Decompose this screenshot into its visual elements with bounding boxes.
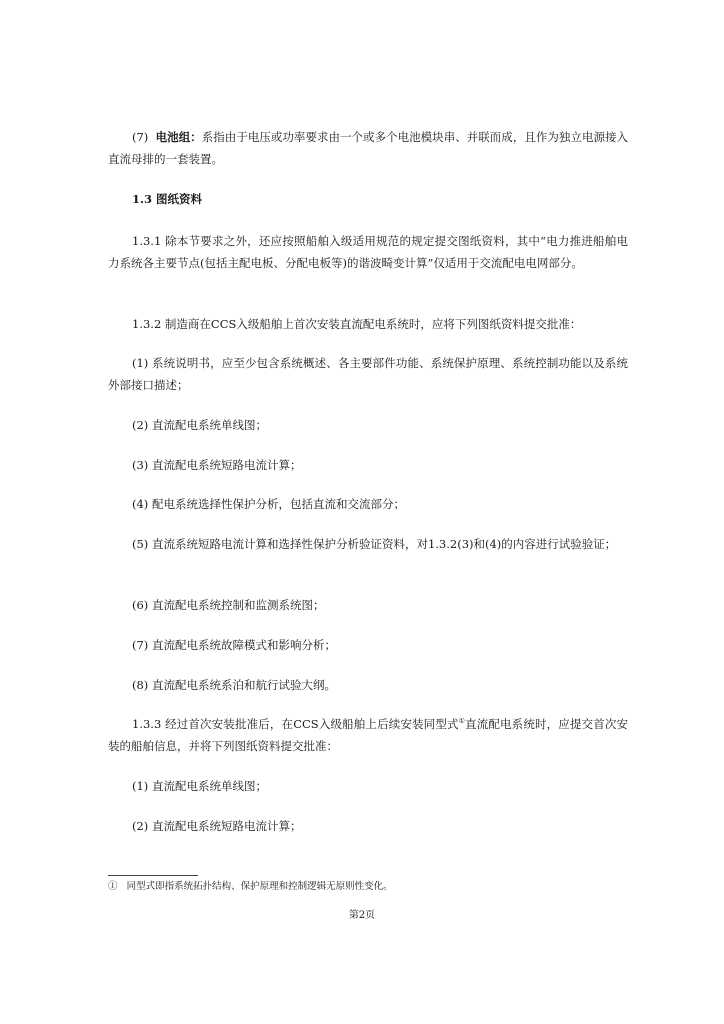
section-heading-1-3: 1.3 图纸资料 [132, 192, 203, 206]
list-item-a3: (3) 直流配电系统短路电流计算； [132, 458, 302, 472]
list-item-a4: (4) 配电系统选择性保护分析，包括直流和交流部分； [132, 497, 405, 511]
list-item-a2: (2) 直流配电系统单线图； [132, 418, 267, 432]
paragraph-1-3-3 [108, 713, 628, 757]
paragraph-1-3-3-text-before: 1.3.3 经过首次安装批准后，在CCS入级船舶上后续安装同型式 [132, 717, 459, 731]
footnote-text: 同型式即指系统拓扑结构、保护原理和控制逻辑无原则性变化。 [126, 881, 393, 892]
definition-text: 系指由于电压或功率要求由一个或多个电池模块串、并联而成，且作为独立电源接入直流母排的一套装置。 [108, 130, 629, 166]
paragraph-1-3-1: 1.3.1 除本节要求之外，还应按照船舶入级适用规范的规定提交图纸资料，其中“电力推进船舶电力系统各主要节点(包括主配电板、分配电板等)的谐波畸变计算”仅适用于交流配电电网部分。 [108, 234, 628, 270]
page-number: 第2页 [348, 910, 376, 921]
footnote-reference[interactable]: ① [458, 717, 466, 726]
footnote [108, 880, 628, 894]
item-number: (7) [132, 130, 149, 144]
footnote-separator [108, 875, 198, 876]
list-item-a7: (7) 直流配电系统故障模式和影响分析； [132, 638, 336, 652]
paragraph-battery-group [108, 126, 628, 170]
list-item-a6: (6) 直流配电系统控制和监测系统图； [132, 598, 325, 612]
list-item-b2: (2) 直流配电系统短路电流计算； [132, 819, 302, 833]
list-item-a8: (8) 直流配电系统系泊和航行试验大纲。 [132, 678, 336, 692]
list-item-b1: (1) 直流配电系统单线图； [132, 779, 267, 793]
list-item-a5: (5) 直流系统短路电流计算和选择性保护分析验证资料，对1.3.2(3)和(4)的内容进行试验验证； [132, 537, 617, 551]
footnote-marker: ① [108, 881, 118, 892]
term-battery-group: 电池组： [155, 130, 202, 144]
list-item-a1: (1) 系统说明书，应至少包含系统概述、各主要部件功能、系统保护原理、系统控制功能以及系统外部接口描述； [108, 356, 628, 392]
paragraph-1-3-2: 1.3.2 制造商在CCS入级船舶上首次安装直流配电系统时，应将下列图纸资料提交批准： [132, 317, 582, 331]
paragraph-1-3-3-text-after: 直流配电系统时，应提交首次安装的船舶信息，并将下列图纸资料提交批准： [108, 717, 629, 753]
